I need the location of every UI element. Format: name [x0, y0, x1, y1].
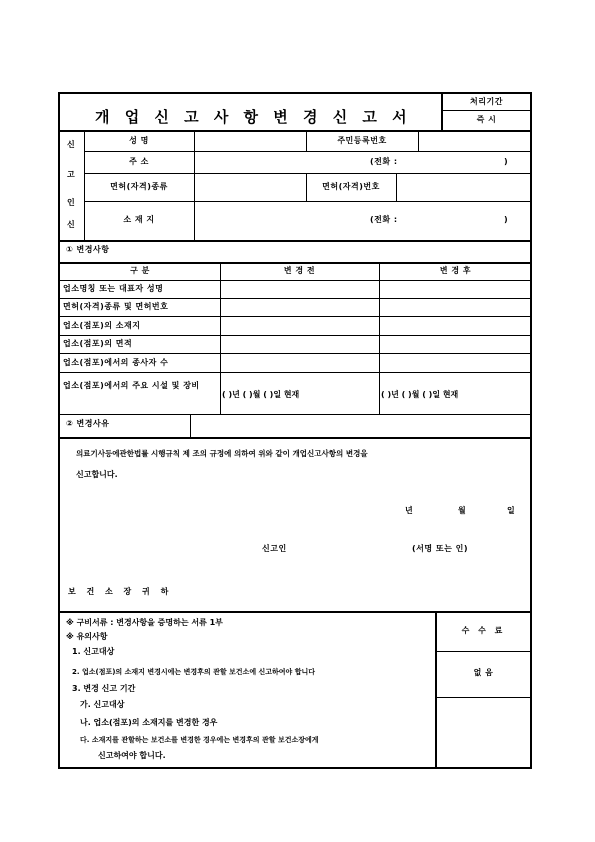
name-field[interactable] [195, 131, 305, 150]
changes-row-label: 업소명칭 또는 대표자 성명 [63, 284, 164, 293]
changes-section-title: ① 변경사항 [66, 245, 110, 254]
applicant-vertical-label-1: 신 [67, 140, 76, 149]
location-tel-label: (전화 : [370, 215, 398, 224]
attachment-line: ※ 구비서류 : 변경사항을 증명하는 서류 1부 [66, 618, 223, 627]
name-label: 성 명 [129, 136, 149, 145]
location-field[interactable] [195, 202, 531, 239]
changes-row-label: 업소(점포)에서의 종사자 수 [63, 358, 169, 367]
processing-period-value: 즉 시 [476, 115, 497, 124]
resident-number-field[interactable] [419, 131, 531, 150]
date-month: 월 [458, 506, 467, 515]
license-number-field[interactable] [397, 174, 531, 200]
license-type-field[interactable] [195, 174, 305, 200]
attachment-line: 3. 변경 신고 기간 [72, 684, 136, 693]
reason-section-title: ② 변경사유 [66, 419, 110, 428]
changes-row-label: 업소(점포)에서의 주요 시설 및 장비 [63, 381, 200, 390]
applicant-vertical-label-4: 신 [67, 220, 76, 229]
changes-row-label: 업소(점포)의 면적 [63, 339, 133, 348]
applicant-vertical-label-3: 인 [67, 198, 76, 207]
attachment-line: 나. 업소(점포)의 소재지를 변경한 경우 [80, 718, 218, 727]
form-title: 개 업 신 고 사 항 변 경 신 고 서 [95, 108, 412, 126]
attachment-line: ※ 유의사항 [66, 632, 108, 641]
signer-label: 신고인 [262, 544, 287, 553]
after-value-cell[interactable] [380, 281, 531, 297]
changes-row-label: 면허(자격)종류 및 면허번호 [63, 302, 169, 311]
fee-label: 수 수 료 [461, 626, 506, 635]
address-label: 주 소 [129, 157, 149, 166]
applicant-vertical-label-2: 고 [67, 170, 76, 179]
location-tel-close: ) [504, 215, 509, 224]
location-label: 소 재 지 [123, 215, 155, 224]
license-number-label: 면허(자격)번호 [322, 182, 380, 191]
address-tel-close: ) [504, 157, 509, 166]
equipment-after-note: ( )년 ( )월 ( )일 현재 [381, 390, 459, 399]
resident-number-label: 주민등록번호 [337, 136, 387, 145]
license-type-label: 면허(자격)종류 [110, 182, 168, 191]
changes-row-label: 업소(점포)의 소재지 [63, 321, 141, 330]
changes-header-before: 변 경 전 [283, 266, 316, 275]
signature-field[interactable]: (서명 또는 인) [412, 544, 469, 553]
attachment-line: 1. 신고대상 [72, 647, 115, 656]
declaration-text-2: 신고합니다. [76, 470, 118, 479]
reason-field[interactable] [191, 415, 531, 436]
date-day: 일 [507, 506, 516, 515]
fee-value: 없 음 [473, 668, 494, 677]
attachment-line: 다. 소재지를 관할하는 보건소를 변경한 경우에는 변경후의 관할 보건소장에게 [80, 736, 319, 744]
attachment-line: 가. 신고대상 [80, 700, 125, 709]
addressee: 보 건 소 장 귀 하 [68, 587, 173, 596]
form-frame [58, 92, 532, 769]
before-value-cell[interactable] [221, 281, 378, 297]
address-field[interactable] [195, 152, 531, 172]
attachment-line: 2. 업소(점포)의 소재지 변경시에는 변경후의 관할 보건소에 신고하여야 합니다 [72, 668, 316, 676]
declaration-text: 의료기사등에관한법률 시행규칙 제 조의 규정에 의하여 위와 같이 개업신고사항의 변경을 [76, 449, 368, 458]
changes-header-category: 구 분 [130, 266, 150, 275]
processing-period-label: 처리기간 [470, 97, 503, 106]
address-tel-label: (전화 : [370, 157, 398, 166]
date-year: 년 [405, 506, 414, 515]
attachment-line: 신고하여야 합니다. [98, 751, 166, 760]
equipment-before-note: ( )년 ( )월 ( )일 현재 [222, 390, 300, 399]
changes-header-after: 변 경 후 [439, 266, 472, 275]
